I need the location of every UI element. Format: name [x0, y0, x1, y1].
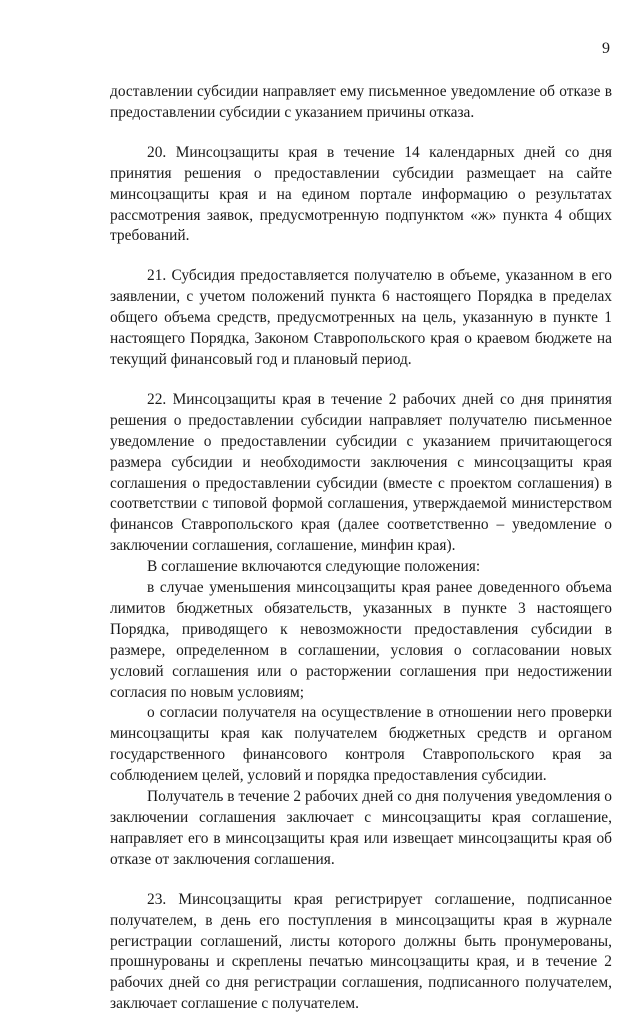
document-body [110, 82, 612, 1015]
page-number: 9 [602, 40, 610, 57]
paragraph-22: 22. Минсоцзащиты края в течение 2 рабочих дней со дня принятия решения о предоставлении субсидии направляет получателю письменное уведомление о предоставлении субсидии с указанием причитающегося размера субсидии и необходимости заключения с минсоцзащиты края соглашения о предоставлении субсидии (вместе с проектом соглашения) в соответствии с типовой формой соглашения, утверждаемой министерством финансов Ставропольского края (далее соответственно – уведомление о заключении соглашения, соглашение, минфин края). [110, 390, 612, 555]
paragraph-20: 20. Минсоцзащиты края в течение 14 календарных дней со дня принятия решения о предоставлении субсидии размещает на сайте минсоцзащиты края и на едином портале информацию о результатах рассмотрения заявок, предусмотренную подпунктом «ж» пункта 4 общих требований. [110, 143, 612, 245]
paragraph-continuation: доставлении субсидии направляет ему письменное уведомление об отказе в предоставлении субсидии с указанием причины отказа. [110, 83, 612, 121]
paragraph-gap [110, 124, 612, 143]
paragraph-22-recipient: Получатель в течение 2 рабочих дней со дня получения уведомления о заключении соглашения заключает с минсоцзащиты края соглашение, направляет его в минсоцзащиты края или извещает минсоцзащиты края об отказе от заключения соглашения. [110, 788, 612, 868]
paragraph-gap [110, 371, 612, 390]
paragraph-21: 21. Субсидия предоставляется получателю в объеме, указанном в его заявлении, с учетом положений пункта 6 настоящего Порядка в пределах общего объема средств, предусмотренных на цель, указанную в пункте 1 настоящего Порядка, Законом Ставропольского края о краевом бюджете на текущий финансовый год и плановый период. [110, 267, 612, 368]
paragraph-22-provisions-intro: В соглашение включаются следующие положения: [147, 558, 481, 576]
paragraph-gap [110, 247, 612, 266]
paragraph-22-provision-1: в случае уменьшения минсоцзащиты края ранее доведенного объема лимитов бюджетных обязательств, указанных в пункте 3 настоящего Порядка, приводящего к невозможности предоставления субсидии в размере, определенном в соглашении, условия о согласовании новых условий соглашения или о расторжении соглашения при недостижении согласия по новым условиям; [110, 579, 612, 701]
paragraph-23: 23. Минсоцзащиты края регистрирует соглашение, подписанное получателем, в день его поступления в минсоцзащиты края в журнале регистрации соглашений, листы которого должны быть пронумерованы, прошнурованы и скреплены печатью минсоцзащиты края, и в течение 2 рабочих дней со дня регистрации соглашения, подписанного получателем, заключает соглашение с получателем. [110, 890, 612, 1013]
paragraph-gap [110, 871, 612, 890]
paragraph-22-provision-2: о согласии получателя на осуществление в отношении него проверки минсоцзащиты края как получателем бюджетных средств и органом государственного финансового контроля Ставропольского края за соблюдением целей, условий и порядка предоставления субсидии. [110, 704, 612, 785]
